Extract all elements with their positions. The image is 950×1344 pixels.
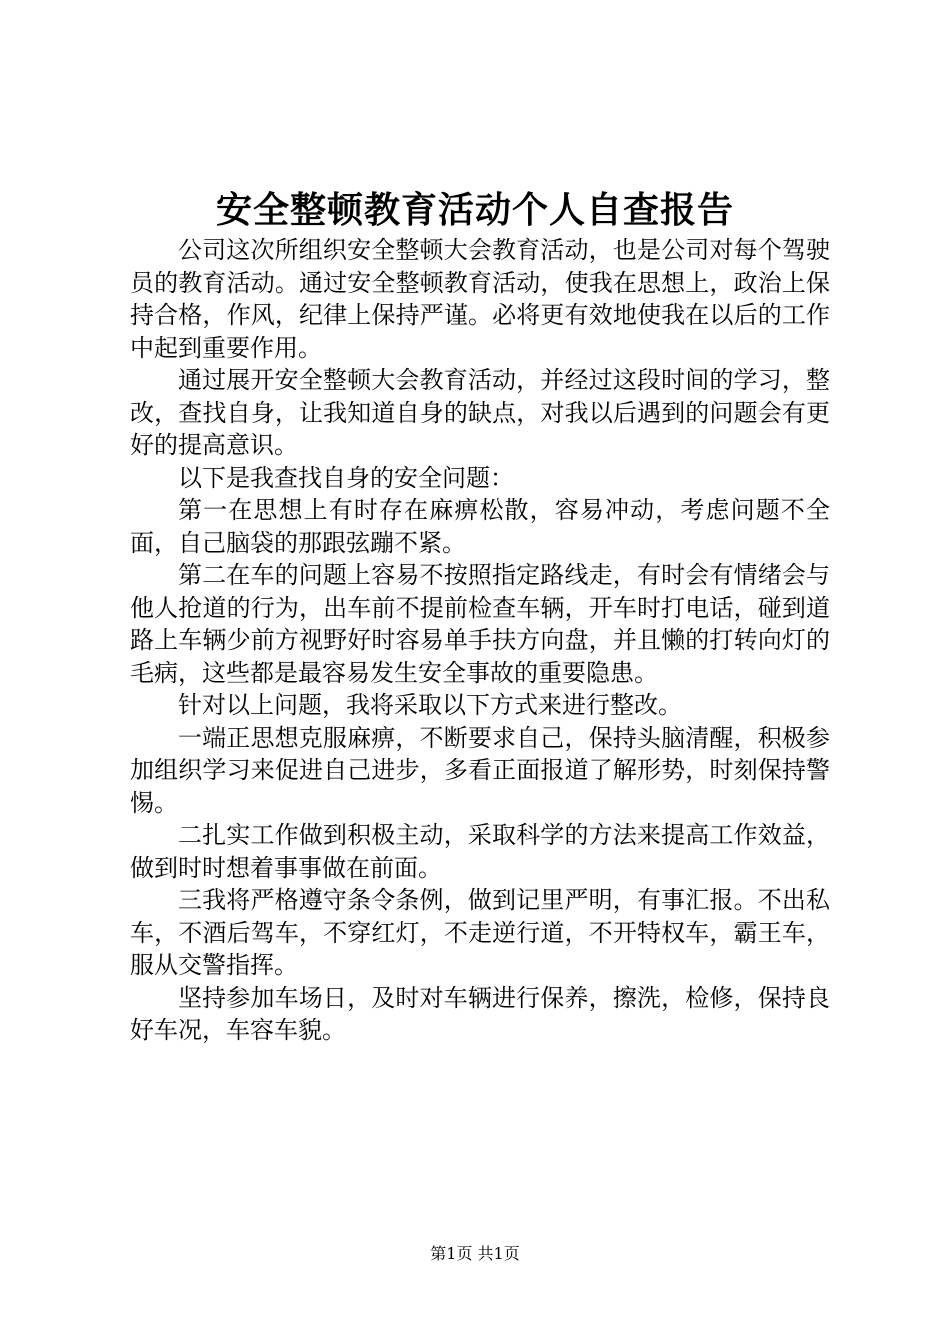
document-title: 安全整顿教育活动个人自查报告 [215, 189, 734, 231]
page-footer: 第1页 共1页 [430, 1244, 520, 1263]
paragraph-10: 坚持参加车场日，及时对车辆进行保养，擦洗，检修，保持良好车况，车容车貌。 [130, 983, 830, 1044]
paragraph-1: 公司这次所组织安全整顿大会教育活动，也是公司对每个驾驶员的教育活动。通过安全整顿教育活动，使我在思想上，政治上保持合格，作风，纪律上保持严谨。必将更有效地使我在以后的工作中起到重要作用。 [130, 236, 830, 362]
paragraph-6: 针对以上问题，我将采取以下方式来进行整改。 [178, 691, 682, 719]
paragraph-9: 三我将严格遵守条令条例，做到记里严明，有事汇报。不出私车，不酒后驾车，不穿红灯，不走逆行道，不开特权车，霸王车，服从交警指挥。 [130, 886, 830, 979]
paragraph-7: 一端正思想克服麻痹，不断要求自己，保持头脑清醒，积极参加组织学习来促进自己进步，多看正面报道了解形势，时刻保持警惕。 [130, 723, 830, 817]
paragraph-4: 第一在思想上有时存在麻痹松散，容易冲动，考虑问题不全面，自己脑袋的那跟弦蹦不紧。 [130, 496, 830, 557]
paragraph-5: 第二在车的问题上容易不按照指定路线走，有时会有情绪会与他人抢道的行为，出车前不提前检查车辆，开车时打电话，碰到道路上车辆少前方视野好时容易单手扶方向盘，并且懒的打转向灯的毛病，这些都是最容易发生安全事故的重要隐患。 [130, 561, 830, 687]
paragraph-3: 以下是我查找自身的安全问题： [178, 463, 514, 492]
paragraph-8: 二扎实工作做到积极主动，采取科学的方法来提高工作效益，做到时时想着事事做在前面。 [130, 821, 830, 882]
document-body [130, 234, 830, 1047]
paragraph-2: 通过展开安全整顿大会教育活动，并经过这段时间的学习，整改，查找自身，让我知道自身的缺点，对我以后遇到的问题会有更好的提高意识。 [130, 366, 830, 459]
